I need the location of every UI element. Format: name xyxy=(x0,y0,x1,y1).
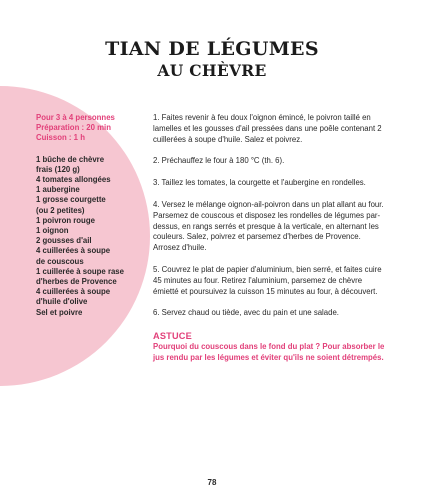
prep-time-text: Préparation : 20 min xyxy=(36,123,111,133)
step-4: 4. Versez le mélange oignon-ail-poivron dans un plat allant au four. Parsemez de couscous et disposez les rondelles de légumes par-dessus, en rangs serrés et presque à la verticale, en alternant les couleurs. Salez, poivrez et parsemez d'herbes de Provence. Arrosez d'huile. xyxy=(153,199,384,253)
ingredient-item: 1 aubergine xyxy=(36,185,80,195)
ingredients-list xyxy=(36,155,148,318)
step-6: 6. Servez chaud ou tiède, avec du pain et une salade. xyxy=(153,308,339,318)
recipe-title: TIAN DE LÉGUMES xyxy=(105,38,319,60)
step-1: 1. Faites revenir à feu doux l'oignon émincé, le poivron taillé en lamelles et les gousses d'ail pressées dans une poêle contenant 2 cuillerées à soupe d'huile. Salez et poivrez. xyxy=(153,113,382,144)
servings-text: Pour 3 à 4 personnes xyxy=(36,113,115,122)
step-3: 3. Taillez les tomates, la courgette et l'aubergine en rondelles. xyxy=(153,178,366,188)
ingredient-item: 1 cuillerée à soupe rase d'herbes de Provence xyxy=(36,266,124,287)
ingredient-item: 4 cuillerées à soupe d'huile d'olive xyxy=(36,287,111,307)
page-number: 78 xyxy=(207,478,217,487)
step-5: 5. Couvrez le plat de papier d'aluminium, bien serré, et faites cuire 45 minutes au four. Retirez l'aluminium, parsemez de chèvre émietté et poursuivez la cuisson 15 minutes au four, à découvert. xyxy=(153,264,382,296)
left-column xyxy=(36,113,148,318)
right-column xyxy=(153,113,385,364)
ingredient-item: 4 cuillerées à soupe de couscous xyxy=(36,246,111,266)
tip-text: Pourquoi du couscous dans le fond du plat ? Pour absorber le jus rendu par les légumes et éviter qu'ils ne soient détrempés. xyxy=(153,342,385,362)
tip-title: ASTUCE xyxy=(153,331,192,342)
ingredient-item: 1 bûche de chèvre frais (120 g) xyxy=(36,154,105,174)
ingredient-item: Sel et poivre xyxy=(36,307,83,317)
cook-time-text: Cuisson : 1 h xyxy=(36,133,85,143)
ingredient-item: 1 oignon xyxy=(36,226,69,236)
ingredient-item: 1 grosse courgette (ou 2 petites) xyxy=(36,195,106,215)
recipe-subtitle: AU CHÈVRE xyxy=(157,61,267,80)
ingredient-item: 4 tomates allongées xyxy=(36,175,111,185)
ingredient-item: 1 poivron rouge xyxy=(36,215,95,225)
ingredient-item: 2 gousses d'ail xyxy=(36,236,92,246)
recipe-meta xyxy=(36,113,148,144)
step-2: 2. Préchauffez le four à 180 °C (th. 6). xyxy=(153,156,285,166)
